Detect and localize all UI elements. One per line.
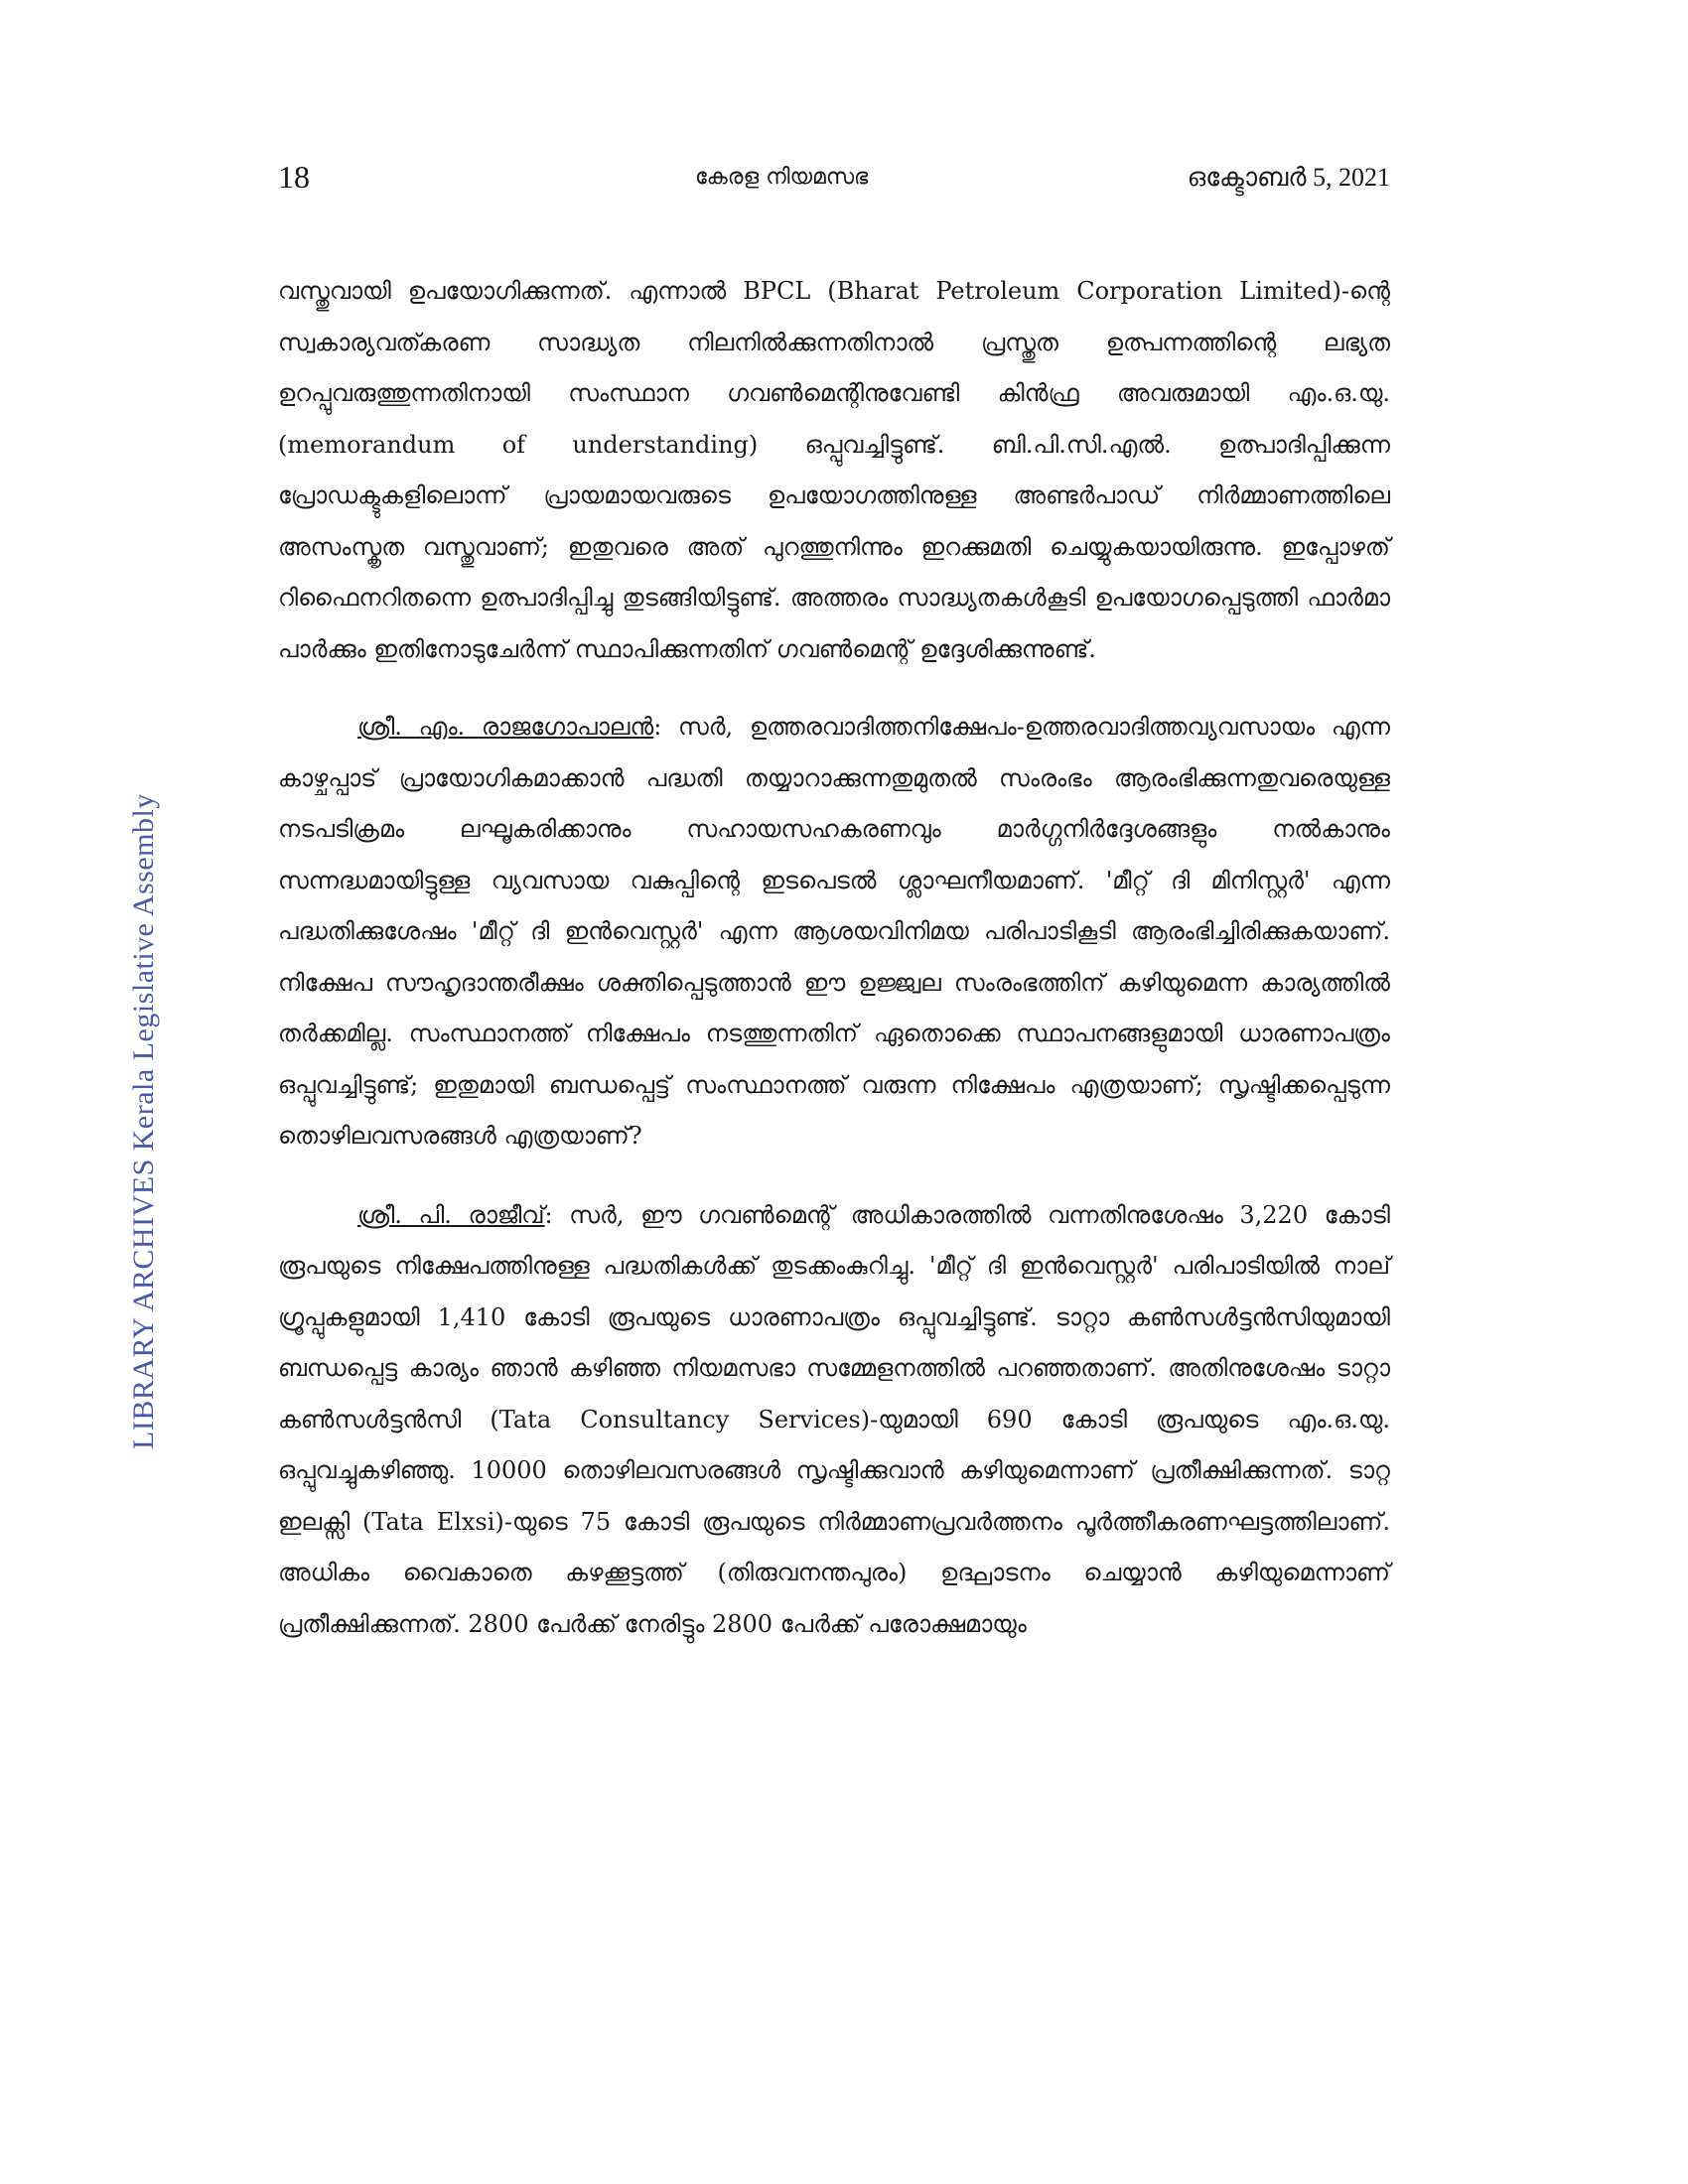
page-number: 18 bbox=[278, 159, 310, 195]
running-title: കേരള നിയമസഭ bbox=[695, 165, 869, 190]
paragraph-2 bbox=[278, 702, 1390, 1162]
paragraph-1 bbox=[278, 266, 1390, 675]
header-date: ഒക്ടോബർ 5, 2021 bbox=[1187, 163, 1390, 192]
page-header bbox=[278, 159, 1390, 208]
speaker-name: ശ്രീ. എം. രാജഗോപാലൻ bbox=[357, 713, 654, 741]
document-body bbox=[278, 266, 1390, 1650]
paragraph-2-text: : സർ, ഉത്തരവാദിത്തനിക്ഷേപം-ഉത്തരവാദിത്തവ്യവസായം എന്ന കാഴ്ചപ്പാട് പ്രായോഗികമാക്കാൻ പദ്ധതി തയ്യാറാക്കുന്നതുമുതൽ സംരംഭം ആരംഭിക്കുന്നതുവരെയുള്ള നടപടിക്രമം ലഘൂകരിക്കാനും സഹായസഹകരണവും മാർഗ്ഗനിർദ്ദേശങ്ങളും നൽകാനും സന്നദ്ധമായിട്ടുള്ള വ്യവസായ വകുപ്പിന്റെ ഇടപെടൽ ശ്ലാഘനീയമാണ്. 'മീറ്റ് ദി മിനിസ്റ്റർ' എന്ന പദ്ധതിക്കുശേഷം 'മീറ്റ് ദി ഇൻവെസ്റ്റർ' എന്ന ആശയവിനിമയ പരിപാടികൂടി ആരംഭിച്ചിരിക്കുകയാണ്. നിക്ഷേപ സൗഹൃദാന്തരീക്ഷം ശക്തിപ്പെടുത്താൻ ഈ ഉജ്ജ്വല സംരംഭത്തിന് കഴിയുമെന്ന കാര്യത്തിൽ തർക്കമില്ല. സംസ്ഥാനത്ത് നിക്ഷേപം നടത്തുന്നതിന് ഏതൊക്കെ സ്ഥാപനങ്ങളുമായി ധാരണാപത്രം ഒപ്പുവച്ചിട്ടുണ്ട്; ഇതുമായി ബന്ധപ്പെട്ട് സംസ്ഥാനത്ത് വരുന്ന നിക്ഷേപം എത്രയാണ്; സൃഷ്ടിക്കപ്പെടുന്ന തൊഴിലവസരങ്ങൾ എത്രയാണ്? bbox=[278, 713, 1390, 1150]
paragraph-3-text: : സർ, ഈ ഗവൺമെന്റ് അധികാരത്തിൽ വന്നതിനുശേഷം 3,220 കോടി രൂപയുടെ നിക്ഷേപത്തിനുള്ള പദ്ധതികൾക്ക് തുടക്കംകുറിച്ചു. 'മീറ്റ് ദി ഇൻവെസ്റ്റർ' പരിപാടിയിൽ നാല് ഗ്രൂപ്പുകളുമായി 1,410 കോടി രൂപയുടെ ധാരണാപത്രം ഒപ്പുവച്ചിട്ടുണ്ട്. ടാറ്റാ കൺസൾട്ടൻസിയുമായി ബന്ധപ്പെട്ട കാര്യം ഞാൻ കഴിഞ്ഞ നിയമസഭാ സമ്മേളനത്തിൽ പറഞ്ഞതാണ്. അതിനുശേഷം ടാറ്റാ കൺസൾട്ടൻസി (Tata Consultancy Services)-യുമായി 690 കോടി രൂപയുടെ എം.ഒ.യു. ഒപ്പുവച്ചുകഴിഞ്ഞു. 10000 തൊഴിലവസരങ്ങൾ സൃഷ്ടിക്കുവാൻ കഴിയുമെന്നാണ് പ്രതീക്ഷിക്കുന്നത്. ടാറ്റ ഇലക്സി (Tata Elxsi)-യുടെ 75 കോടി രൂപയുടെ നിർമ്മാണപ്രവർത്തനം പൂർത്തീകരണഘട്ടത്തിലാണ്. അധികം വൈകാതെ കഴക്കൂട്ടത്ത് (തിരുവനന്തപുരം) ഉദ്ഘാടനം ചെയ്യാൻ കഴിയുമെന്നാണ് പ്രതീക്ഷിക്കുന്നത്. 2800 പേർക്ക് നേരിട്ടും 2800 പേർക്ക് പരോക്ഷമായും bbox=[278, 1200, 1390, 1638]
archive-watermark: LIBRARY ARCHIVES Kerala Legislative Assembly bbox=[127, 793, 160, 1449]
speaker-name: ശ്രീ. പി. രാജീവ് bbox=[357, 1200, 545, 1229]
paragraph-1-text: വസ്തുവായി ഉപയോഗിക്കുന്നത്. എന്നാൽ BPCL (Bharat Petroleum Corporation Limited)-ന്റെ സ്വകാര്യവത്കരണ സാദ്ധ്യത നിലനിൽക്കുന്നതിനാൽ പ്രസ്തുത ഉത്പന്നത്തിന്റെ ലഭ്യത ഉറപ്പുവരുത്തുന്നതിനായി സംസ്ഥാന ഗവൺമെന്റിനുവേണ്ടി കിൻഫ്ര അവരുമായി എം.ഒ.യു.(memorandum of understanding) ഒപ്പുവച്ചിട്ടുണ്ട്. ബി.പി.സി.എൽ. ഉത്പാദിപ്പിക്കുന്ന പ്രോഡക്ടുകളിലൊന്ന് പ്രായമായവരുടെ ഉപയോഗത്തിനുള്ള അണ്ടർപാഡ് നിർമ്മാണത്തിലെ അസംസ്കൃത വസ്തുവാണ്; ഇതുവരെ അത് പുറത്തുനിന്നും ഇറക്കുമതി ചെയ്യുകയായിരുന്നു. ഇപ്പോഴത് റിഫൈനറിതന്നെ ഉത്പാദിപ്പിച്ചു തുടങ്ങിയിട്ടുണ്ട്. അത്തരം സാദ്ധ്യതകൾകൂടി ഉപയോഗപ്പെടുത്തി ഫാർമാ പാർക്കും ഇതിനോടുചേർന്ന് സ്ഥാപിക്കുന്നതിന് ഗവൺമെന്റ് ഉദ്ദേശിക്കുന്നുണ്ട്. bbox=[278, 277, 1390, 663]
paragraph-3 bbox=[278, 1190, 1390, 1651]
